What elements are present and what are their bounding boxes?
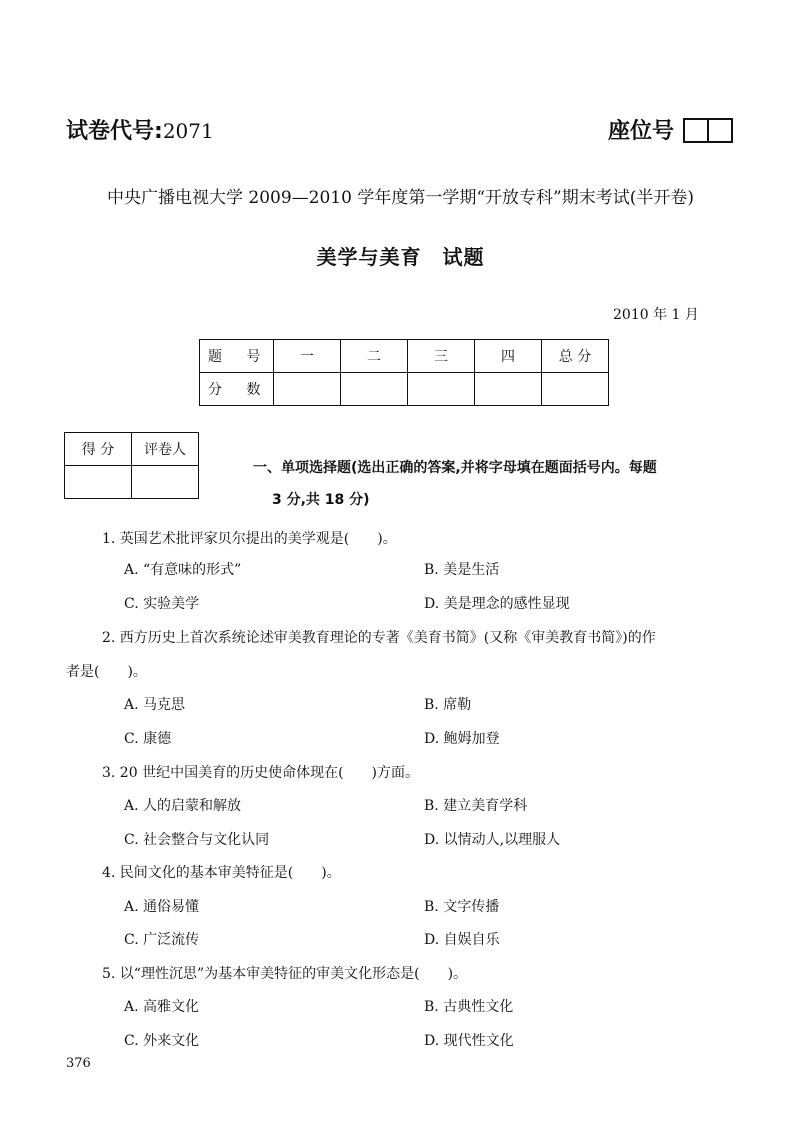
option: A. 通俗易懂 (124, 899, 200, 915)
option: B. 古典性文化 (424, 999, 514, 1015)
grader-table-grader-head: 评卷人 (132, 433, 199, 466)
seat-box (709, 120, 731, 141)
score-table-col: 三 (408, 340, 475, 373)
page-title: 美学与美育 试题 (316, 245, 485, 269)
option: D. 以情动人,以理服人 (424, 832, 561, 848)
option: A. 高雅文化 (124, 999, 200, 1015)
score-table-col: 一 (274, 340, 341, 373)
option: B. 席勒 (424, 697, 472, 713)
score-cell (408, 373, 475, 406)
seat-number-label: 座位号 (608, 119, 675, 144)
question-4: 4. 民间文化的基本审美特征是( )。 (102, 865, 341, 881)
grader-score-cell (65, 466, 132, 499)
exam-code-number: 2071 (162, 119, 214, 143)
score-cell (475, 373, 542, 406)
option: D. 美是理念的感性显现 (424, 596, 570, 612)
grader-table (64, 432, 199, 499)
question-3: 3. 20 世纪中国美育的历史使命体现在( )方面。 (102, 765, 419, 781)
option: D. 鲍姆加登 (424, 731, 500, 747)
option: A. 人的启蒙和解放 (124, 798, 242, 814)
score-table-col: 四 (475, 340, 542, 373)
option: C. 社会整合与文化认同 (124, 832, 270, 848)
option: B. 建立美育学科 (424, 798, 528, 814)
score-cell (274, 373, 341, 406)
score-table-row-label: 分 数 (200, 373, 274, 406)
option: D. 自娱自乐 (424, 932, 500, 948)
question-5: 5. 以“理性沉思”为基本审美特征的审美文化形态是( )。 (102, 966, 468, 982)
score-table (199, 339, 609, 406)
option: B. 文字传播 (424, 899, 500, 915)
question-2-cont: 者是( )。 (66, 664, 147, 680)
question-1: 1. 英国艺术批评家贝尔提出的美学观是( )。 (102, 531, 397, 547)
grader-name-cell (132, 466, 199, 499)
option: B. 美是生活 (424, 562, 500, 578)
exam-code-label: 试卷代号: (66, 119, 163, 144)
grader-table-score-head: 得 分 (65, 433, 132, 466)
score-table-row-header (200, 340, 609, 373)
option: C. 广泛流传 (124, 932, 200, 948)
score-table-row-label: 题 号 (200, 340, 274, 373)
score-table-col: 总 分 (542, 340, 609, 373)
option: A. 马克思 (124, 697, 186, 713)
option: C. 实验美学 (124, 596, 200, 612)
option: C. 康德 (124, 731, 172, 747)
option: C. 外来文化 (124, 1033, 200, 1049)
score-table-row-scores (200, 373, 609, 406)
page-number: 376 (66, 1056, 91, 1071)
exam-date: 2010 年 1 月 (613, 307, 699, 323)
section-heading: 一、单项选择题(选出正确的答案,并将字母填在题面括号内。每题 (253, 460, 657, 476)
exam-code (66, 114, 214, 145)
option: A. “有意味的形式” (124, 562, 242, 578)
exam-header-line: 中央广播电视大学 2009—2010 学年度第一学期“开放专科”期末考试(半开卷) (107, 188, 694, 208)
question-2: 2. 西方历史上首次系统论述审美教育理论的专著《美育书简》(又称《审美教育书简》)的作 (102, 630, 656, 646)
score-cell (542, 373, 609, 406)
section-heading-cont: 3 分,共 18 分) (272, 492, 370, 508)
option: D. 现代性文化 (424, 1033, 514, 1049)
seat-number-boxes (683, 118, 733, 143)
seat-box (685, 120, 709, 141)
score-cell (341, 373, 408, 406)
score-table-col: 二 (341, 340, 408, 373)
